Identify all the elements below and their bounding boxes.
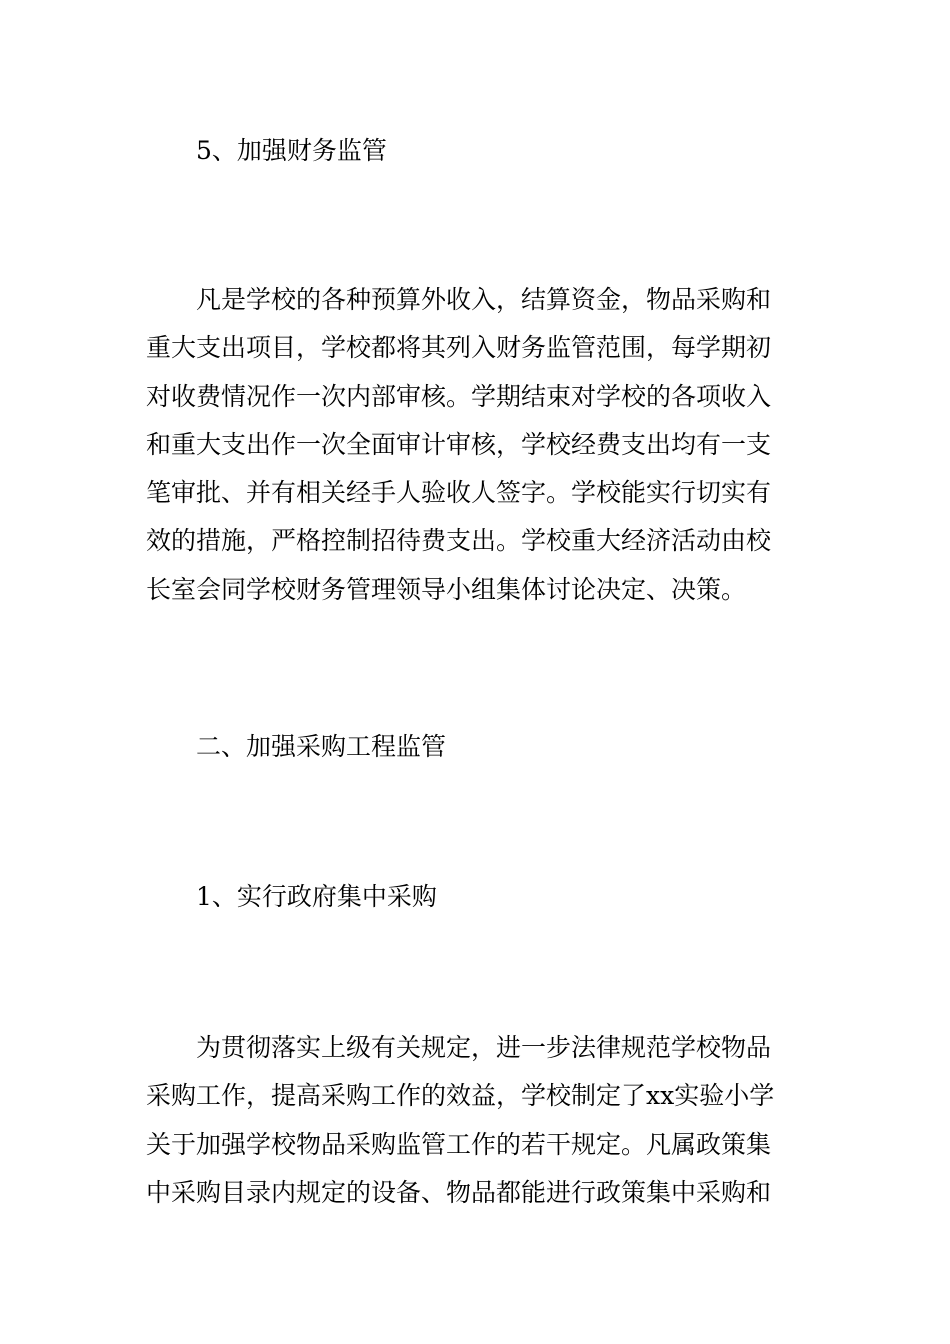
paragraph-line: 和重大支出作一次全面审计审核，学校经费支出均有一支 [146,429,772,459]
paragraph-government-procurement [146,1024,808,1217]
paragraph-line: 重大支出项目，学校都将其列入财务监管范围，每学期初 [146,333,772,363]
paragraph-line: 关于加强学校物品采购监管工作的若干规定。凡属政策集 [146,1129,772,1159]
paragraph-line: 长室会同学校财务管理领导小组集体讨论决定、决策。 [146,574,747,604]
subsection-heading-government-procurement: 1、实行政府集中采购 [196,882,437,911]
paragraph-line: 效的措施，严格控制招待费支出。学校重大经济活动由校 [146,526,772,556]
section-heading-finance-supervision: 5、加强财务监管 [196,136,387,165]
paragraph-line: 笔审批、并有相关经手人验收人签字。学校能实行切实有 [146,478,772,508]
section-heading-procurement-supervision: 二、加强采购工程监管 [196,732,447,761]
paragraph-line: 凡是学校的各种预算外收入，结算资金，物品采购和 [196,285,772,314]
paragraph-line: 采购工作，提高采购工作的效益，学校制定了xx实验小学 [146,1081,775,1111]
paragraph-line: 中采购目录内规定的设备、物品都能进行政策集中采购和 [146,1177,772,1207]
paragraph-finance-supervision [146,276,808,614]
paragraph-line: 对收费情况作一次内部审核。学期结束对学校的各项收入 [146,381,772,411]
paragraph-line: 为贯彻落实上级有关规定，进一步法律规范学校物品 [196,1033,772,1062]
